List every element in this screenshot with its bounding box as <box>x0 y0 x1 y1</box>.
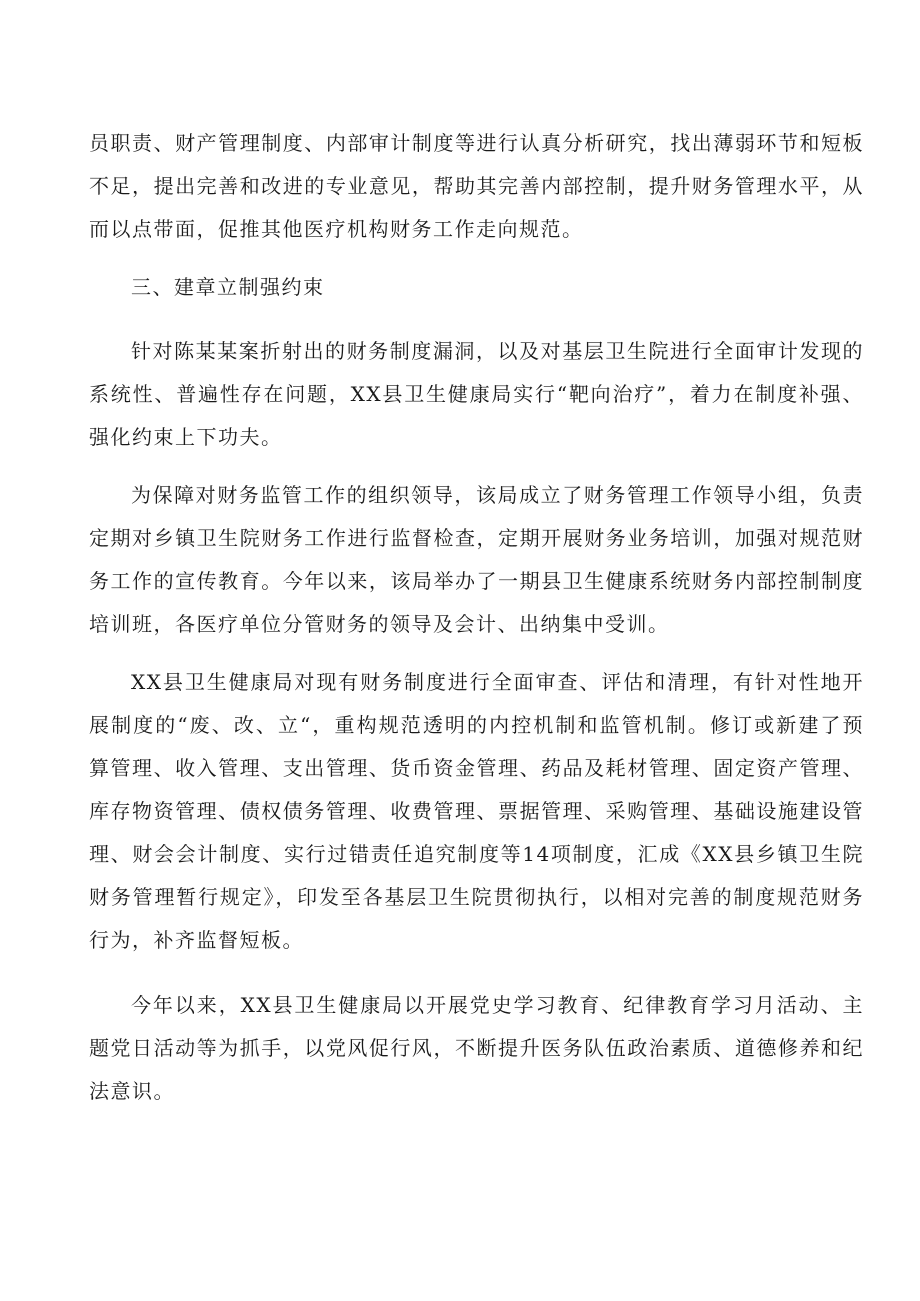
paragraph-text: 为保障对财务监管工作的组织领导，该局成立了财务管理工作领导小组，负责定期对乡镇卫生院财务工作进行监督检查，定期开展财务业务培训，加强对规范财务工作的宣传教育。今年以来，该局举办了一期县卫生健康系统财务内部控制制度培训班，各医疗单位分管财务的领导及会计、出纳集中受训。 <box>89 483 864 636</box>
paragraph <box>89 474 864 646</box>
section-heading <box>89 266 864 309</box>
paragraph-text: 针对陈某某案折射出的财务制度漏洞，以及对基层卫生院进行全面审计发现的系统性、普遍性存在问题，XX县卫生健康局实行“靶向治疗”，着力在制度补强、强化约束上下功夫。 <box>89 339 864 449</box>
paragraph <box>89 661 864 962</box>
paragraph <box>89 330 864 459</box>
paragraph-text: XX县卫生健康局对现有财务制度进行全面审查、评估和清理，有针对性地开展制度的“废、改、立“，重构规范透明的内控机制和监管机制。修订或新建了预算管理、收入管理、支出管理、货币资金管理、药品及耗材管理、固定资产管理、库存物资管理、债权债务管理、收费管理、票据管理、采购管理、基础设施建设管理、财会会计制度、实行过错责任追究制度等14项制度，汇成《XX县乡镇卫生院财务管理暂行规定》，印发至各基层卫生院贯彻执行，以相对完善的制度规范财务行为，补齐监督短板。 <box>89 670 864 952</box>
paragraph-text: 今年以来，XX县卫生健康局以开展党史学习教育、纪律教育学习月活动、主题党日活动等为抓手，以党风促行风，不断提升医务队伍政治素质、道德修养和纪法意识。 <box>89 993 864 1103</box>
paragraph-continuation <box>89 122 864 251</box>
paragraph <box>89 984 864 1113</box>
section-heading-text: 三、建章立制强约束 <box>131 275 325 299</box>
paragraph-text: 员职责、财产管理制度、内部审计制度等进行认真分析研究，找出薄弱环节和短板不足，提出完善和改进的专业意见，帮助其完善内部控制，提升财务管理水平，从而以点带面，促推其他医疗机构财务工作走向规范。 <box>89 131 864 241</box>
